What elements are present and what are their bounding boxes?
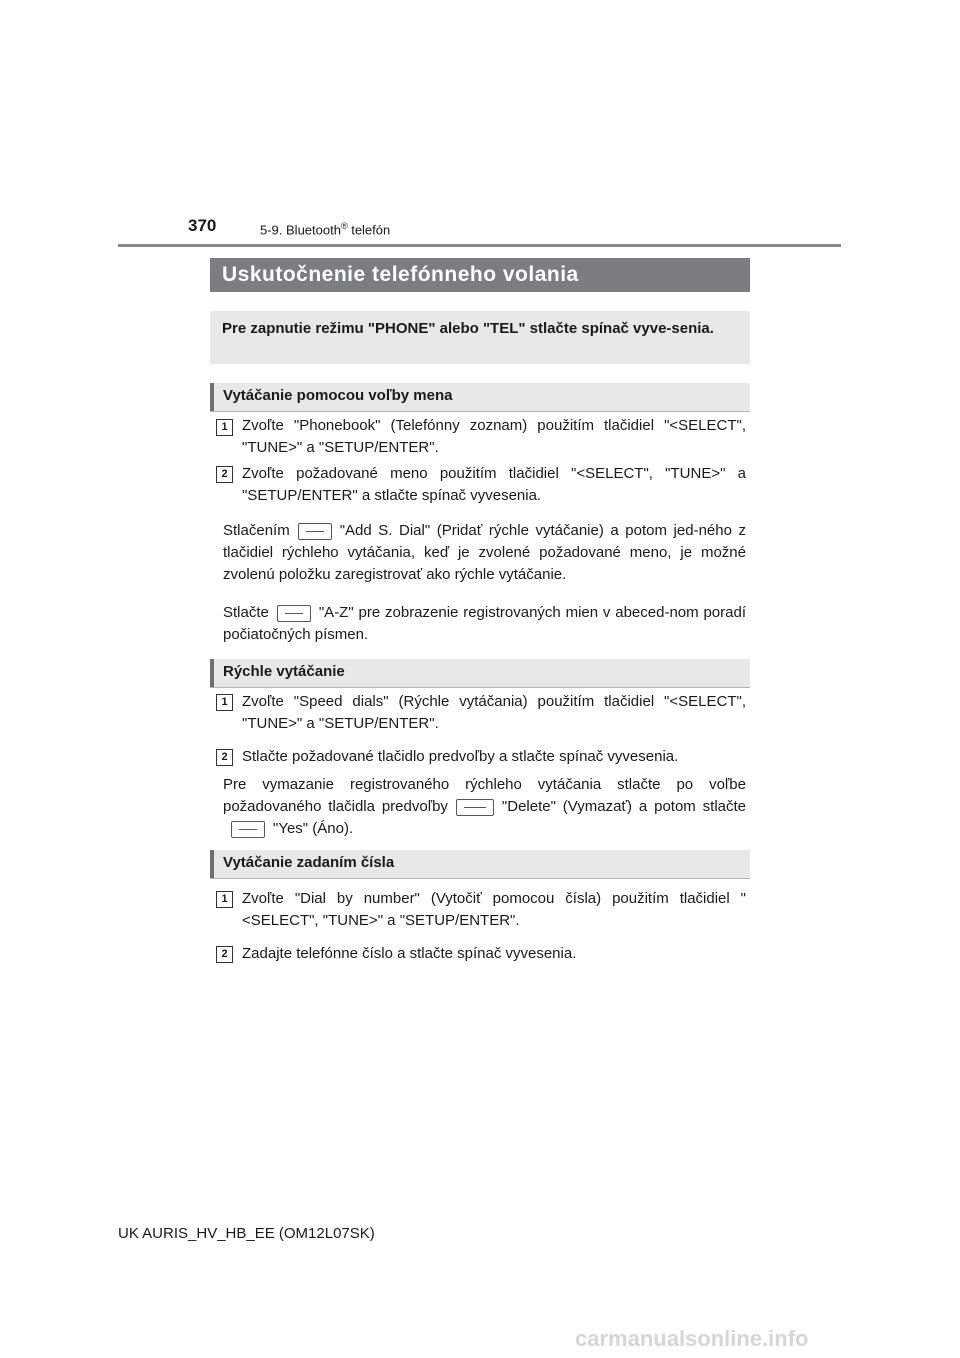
page-number: 370 [188, 216, 217, 235]
button-icon [277, 605, 311, 622]
watermark: carmanualsonline.info [575, 1326, 809, 1351]
section-heading-dial-by-name: Vytáčanie pomocou voľby mena [210, 383, 750, 412]
step-text: Stlačte požadované tlačidlo predvoľby a stlačte spínač vyvesenia. [242, 748, 679, 765]
step-number-box: 2 [216, 749, 233, 766]
step-number-box: 2 [216, 946, 233, 963]
header-divider [118, 244, 841, 247]
note-delete-speed-dial: Pre vymazanie registrovaného rýchleho vytáčania stlačte po voľbe požadovaného tlačidla predvoľby "Delete" (Vymazať) a potom stlačte"Yes" (Áno). [223, 776, 746, 837]
intro-text: Pre zapnutie režimu "PHONE" alebo "TEL" stlačte spínač vyve-senia. [222, 320, 714, 337]
section-label: 5-9. Bluetooth® telefón [260, 221, 391, 238]
section-heading-dial-by-number: Vytáčanie zadaním čísla [210, 850, 750, 879]
step-number-box: 1 [216, 694, 233, 711]
step-number-box: 2 [216, 466, 233, 483]
page-title: Uskutočnenie telefónneho volania [222, 263, 579, 286]
section-heading-speed-dial: Rýchle vytáčanie [210, 659, 750, 688]
step-text: Zvoľte "Dial by number" (Vytočiť pomocou čísla) použitím tlačidiel "<SELECT", "TUNE>" a "SETUP/ENTER". [242, 890, 746, 929]
step-number-box: 1 [216, 419, 233, 436]
step-text: Zvoľte "Speed dials" (Rýchle vytáčania) použitím tlačidiel "<SELECT", "TUNE>" a "SETUP/ENTER". [242, 693, 746, 732]
button-icon [456, 799, 494, 816]
intro-box [210, 311, 750, 364]
page-title-bar [210, 258, 750, 292]
document-footer: UK AURIS_HV_HB_EE (OM12L07SK) [118, 1225, 375, 1242]
step-text: Zvoľte "Phonebook" (Telefónny zoznam) použitím tlačidiel "<SELECT", "TUNE>" a "SETUP/ENTER". [242, 417, 746, 456]
button-icon [298, 523, 332, 540]
note-add-speed-dial: Stlačením "Add S. Dial" (Pridať rýchle vytáčanie) a potom jed-ného z tlačidiel rýchleho vytáčania, keď je zvolené požadované meno, je možné zvolenú položku zaregistrovať ako rýchle vytáčanie. [223, 522, 746, 583]
button-icon [231, 821, 265, 838]
step-text: Zadajte telefónne číslo a stlačte spínač vyvesenia. [242, 945, 577, 962]
step-number-box: 1 [216, 891, 233, 908]
note-a-z: Stlačte "A-Z" pre zobrazenie registrovaných mien v abeced-nom poradí počiatočných písmen. [223, 604, 746, 643]
step-text: Zvoľte požadované meno použitím tlačidiel "<SELECT", "TUNE>" a "SETUP/ENTER" a stlačte spínač vyvesenia. [242, 465, 746, 504]
